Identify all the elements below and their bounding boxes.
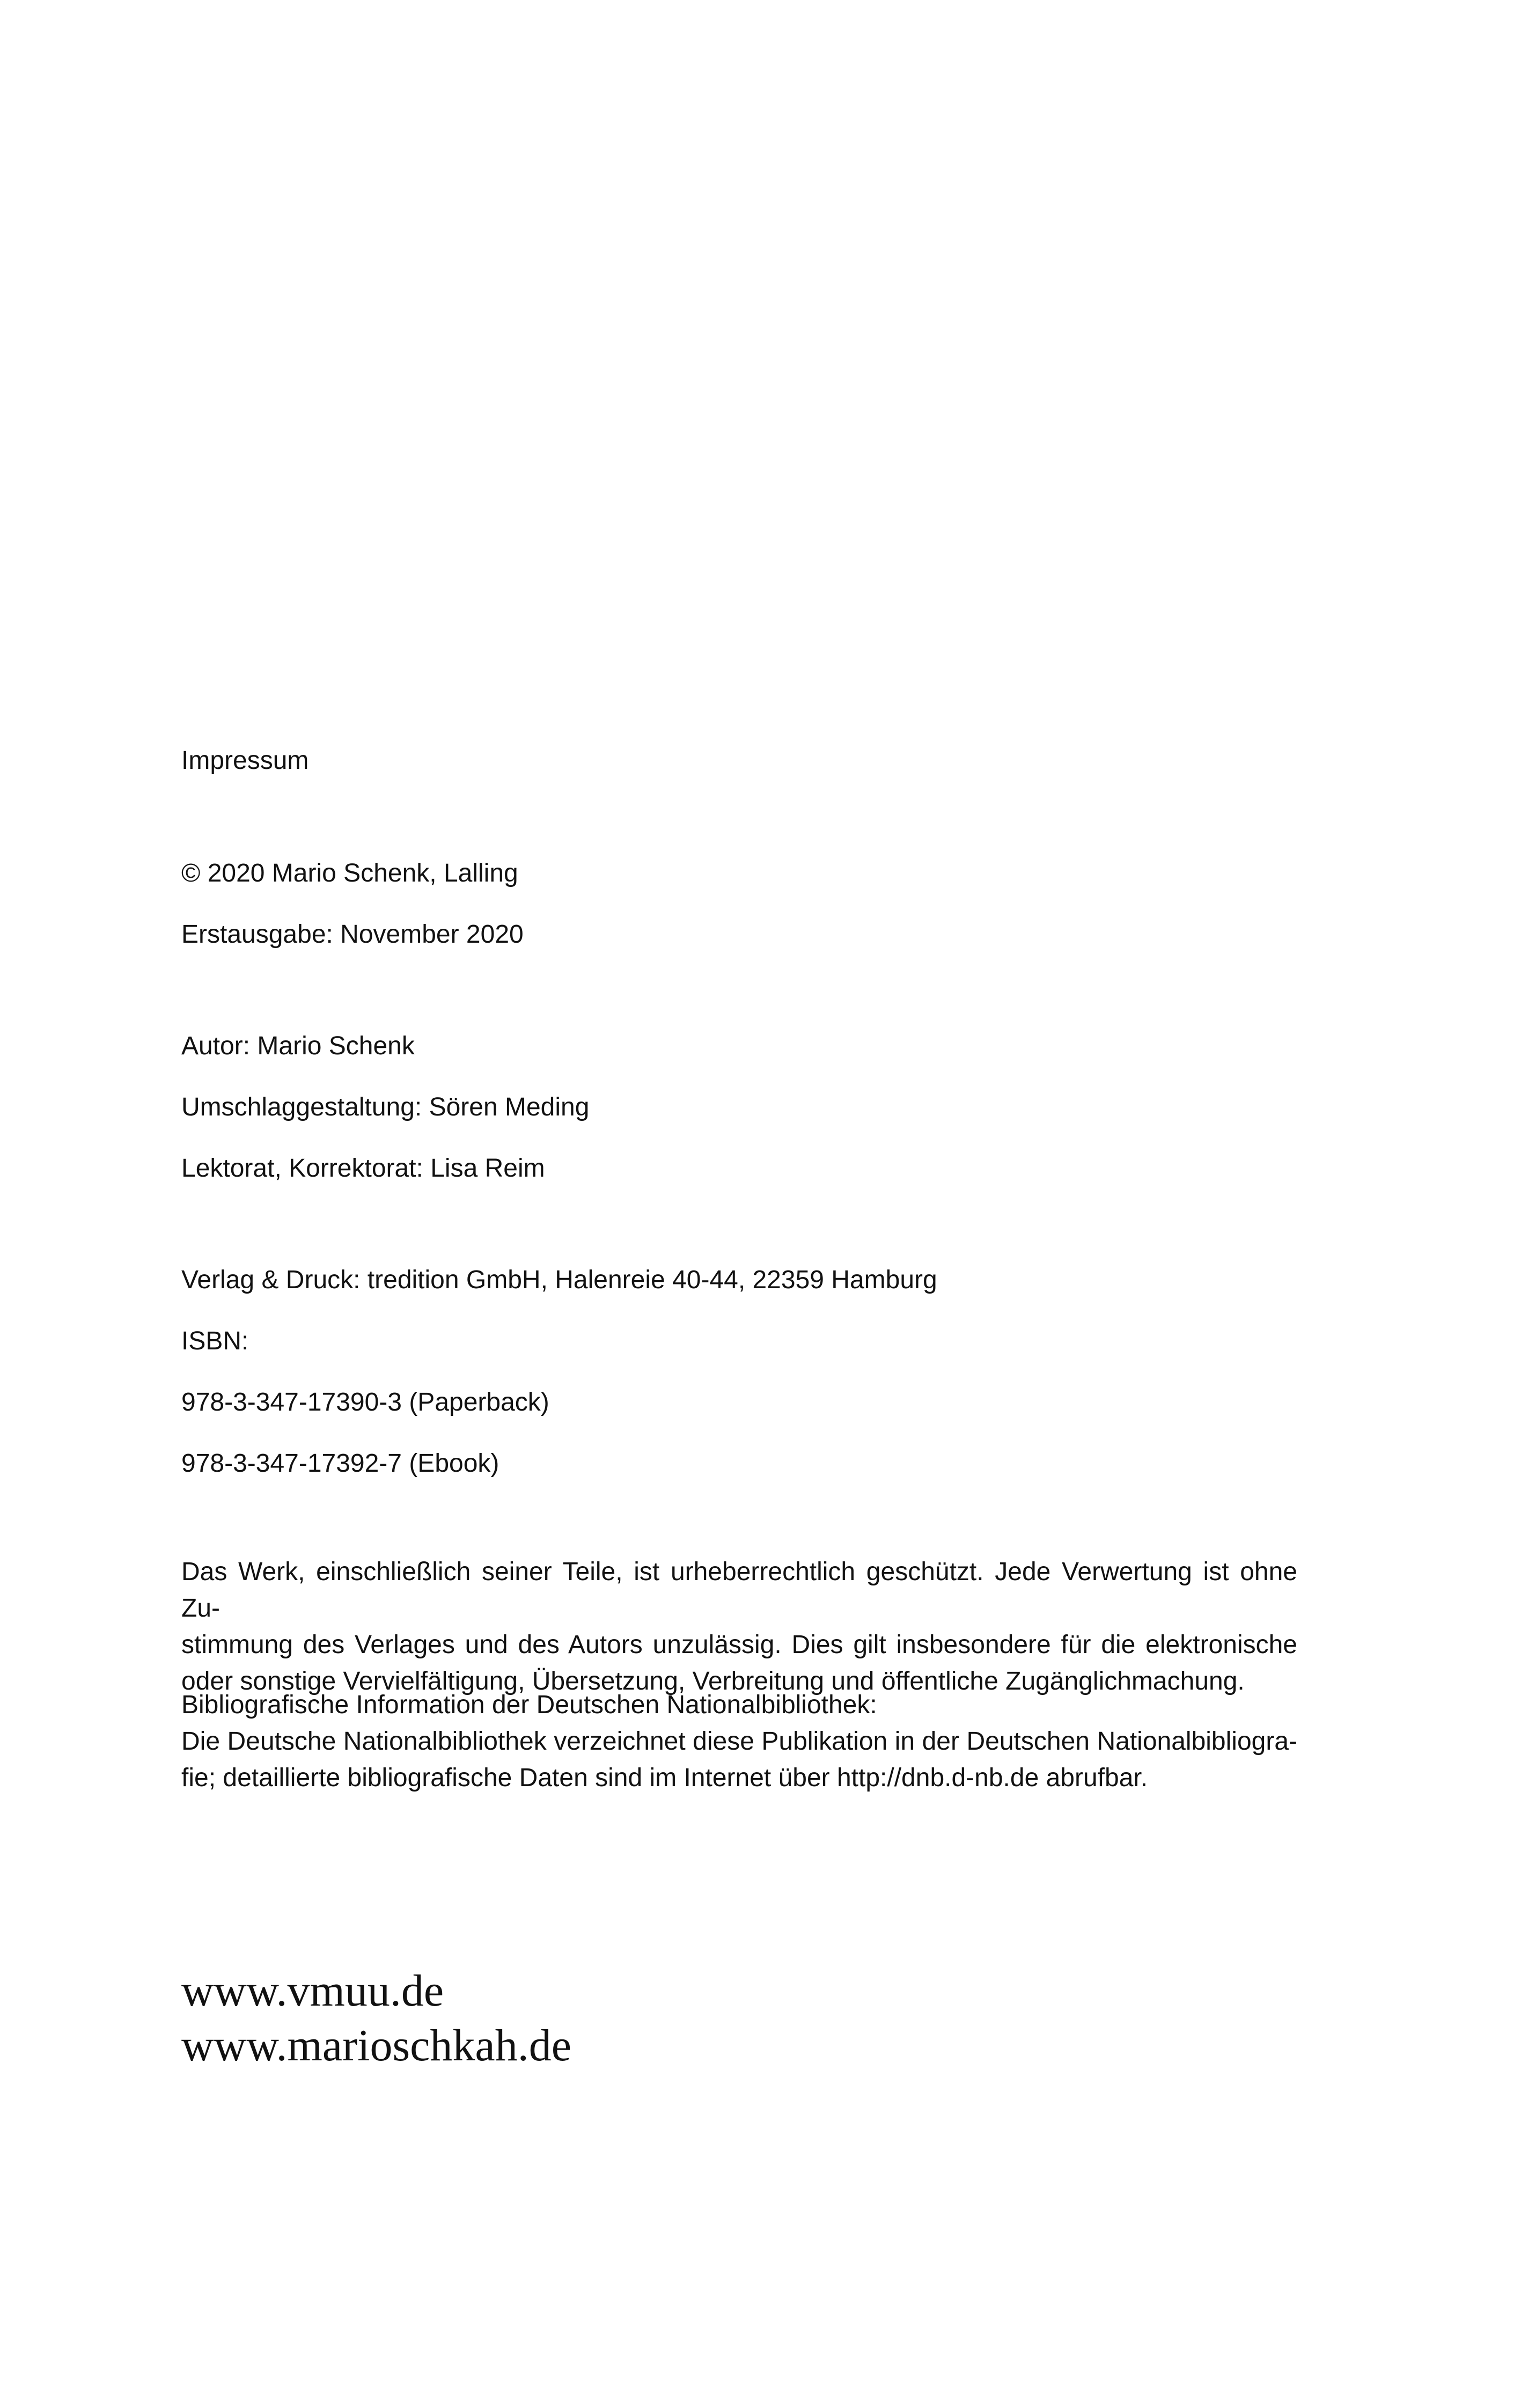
- bibliographic-heading: Bibliografische Information der Deutschen Nationalbibliothek:: [181, 1691, 877, 1719]
- isbn-paperback: 978-3-347-17390-3 (Paperback): [181, 1388, 549, 1416]
- cover-design-line: Umschlaggestaltung: Sören Meding: [181, 1093, 590, 1121]
- imprint-title: Impressum: [181, 746, 309, 775]
- author-line: Autor: Mario Schenk: [181, 1032, 415, 1060]
- isbn-label: ISBN:: [181, 1327, 249, 1355]
- first-edition-line: Erstausgabe: November 2020: [181, 920, 524, 949]
- isbn-ebook: 978-3-347-17392-7 (Ebook): [181, 1449, 499, 1478]
- website-vmuu: www.vmuu.de: [181, 1966, 444, 2016]
- bibliographic-info: [181, 1687, 1297, 1796]
- editing-line: Lektorat, Korrektorat: Lisa Reim: [181, 1154, 545, 1183]
- copyright-notice: [181, 1554, 1297, 1700]
- copyright-line: © 2020 Mario Schenk, Lalling: [181, 859, 518, 887]
- website-marioschkah: www.marioschkah.de: [181, 2021, 572, 2071]
- copyright-notice-line: oder sonstige Vervielfältigung, Übersetzung, Verbreitung und öffentliche Zugänglichmachung.: [181, 1667, 1245, 1695]
- copyright-notice-line: Das Werk, einschließlich seiner Teile, ist urheberrechtlich geschützt. Jede Verwertung ist ohne Zu-: [181, 1558, 1297, 1623]
- copyright-notice-line: stimmung des Verlages und des Autors unzulässig. Dies gilt insbesondere für die elektronische: [181, 1631, 1297, 1659]
- publisher-line: Verlag & Druck: tredition GmbH, Halenreie 40-44, 22359 Hamburg: [181, 1266, 937, 1294]
- bibliographic-line: fie; detaillierte bibliografische Daten sind im Internet über http://dnb.d-nb.de abrufbar.: [181, 1764, 1148, 1792]
- bibliographic-line: Die Deutsche Nationalbibliothek verzeichnet diese Publikation in der Deutschen Nationalbibliogra-: [181, 1727, 1297, 1756]
